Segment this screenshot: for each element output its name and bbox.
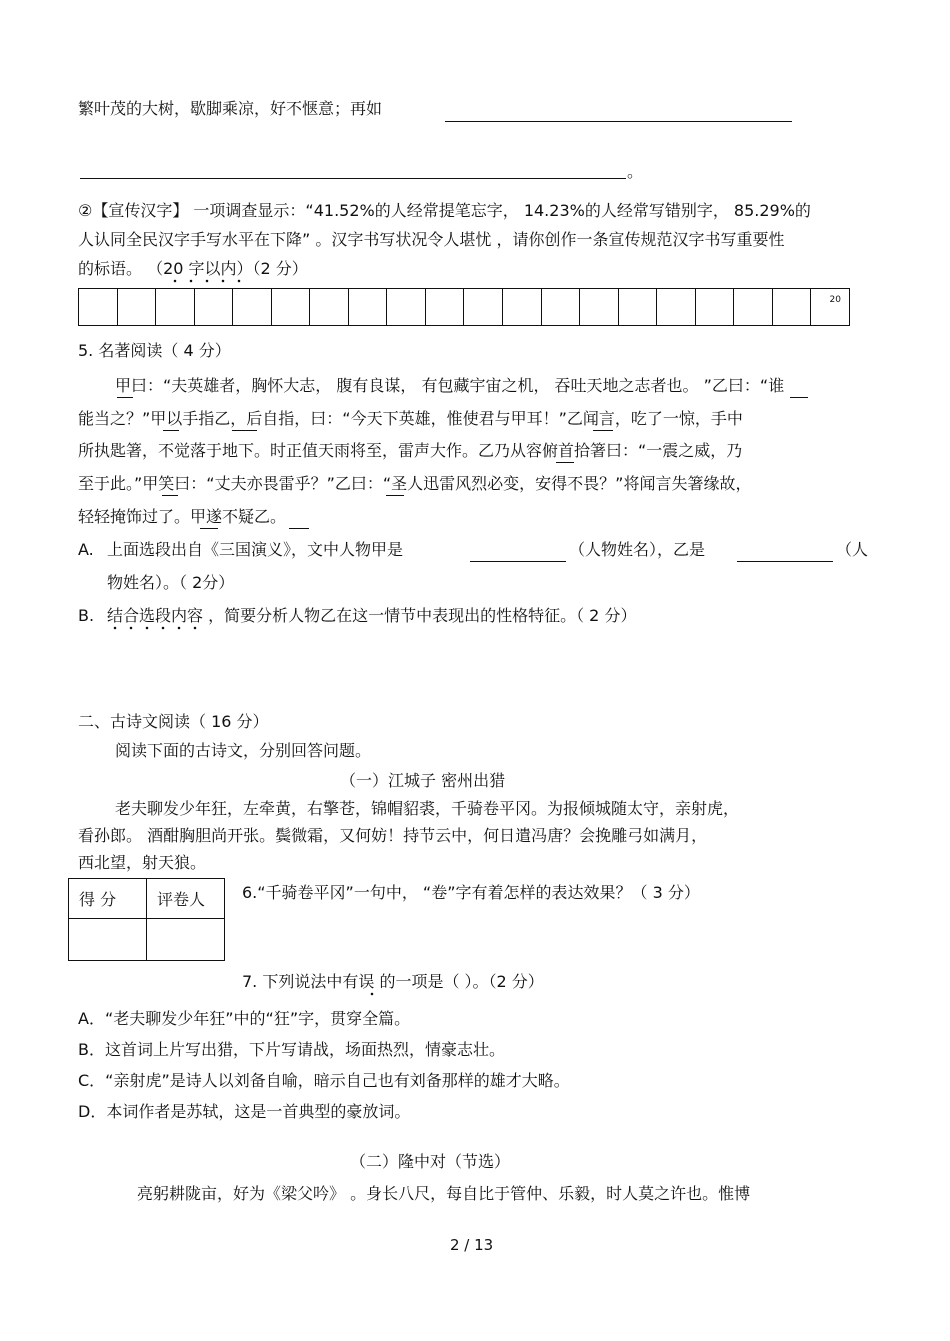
name-underline <box>200 528 218 529</box>
name-underline <box>117 397 133 398</box>
grid-cell[interactable] <box>272 289 311 325</box>
slogan-writing-grid[interactable] <box>78 288 850 326</box>
question-heading: 5. 名著阅读（ 4 分） <box>78 341 231 360</box>
question-text: 上面选段出自《三国演义》，文中人物甲是 <box>107 540 404 559</box>
question-text: （人 <box>836 540 869 559</box>
grid-cell[interactable] <box>542 289 581 325</box>
option-item: D．本词作者是苏轼，这是一首典型的豪放词。 <box>78 1102 411 1121</box>
question-text: 结合选段内容 ，简要分析人物乙在这一情节中表现出的性格特征。（ 2 分） <box>107 606 637 625</box>
grid-cell[interactable] <box>349 289 388 325</box>
page-number: 2 / 13 <box>450 1236 494 1254</box>
question-text: （人物姓名），乙是 <box>569 540 706 559</box>
option-item: C．“亲射虎”是诗人以刘备自喻，暗示自己也有刘备那样的雄才大略。 <box>78 1071 570 1090</box>
question-text: 的标语。 （20 字以内）（2 分） <box>78 259 308 278</box>
text-title: （二）隆中对（节选） <box>350 1152 511 1171</box>
option-item: B．这首词上片写出猎，下片写请战，场面热烈，情豪志壮。 <box>78 1040 505 1059</box>
answer-blank[interactable] <box>470 561 566 562</box>
answer-blank[interactable] <box>445 121 792 122</box>
grid-count-label: 20 <box>829 295 841 305</box>
option-item: A．“老夫聊发少年狂”中的“狂”字，贯穿全篇。 <box>78 1009 411 1028</box>
grid-cell[interactable] <box>310 289 349 325</box>
grid-cell[interactable] <box>503 289 542 325</box>
poem-title: （一）江城子 密州出猎 <box>340 771 506 790</box>
grid-cell[interactable] <box>118 289 157 325</box>
option-label: B. <box>78 606 95 625</box>
grid-cell[interactable] <box>233 289 272 325</box>
emphasis-dots <box>167 279 247 283</box>
passage-line: 至于此。”甲笑曰：“丈夫亦畏雷乎？”乙曰：“圣人迅雷风烈必变，安得不畏？”将闻言失箸缘故， <box>78 474 752 493</box>
emphasis-dots <box>364 992 384 996</box>
answer-line-text: 繁叶茂的大树，歇脚乘凉，好不惬意；再如 <box>78 99 383 118</box>
grid-cell[interactable] <box>657 289 696 325</box>
question-text: 7. 下列说法中有误 的一项是（ ）。（2 分） <box>242 972 544 991</box>
grid-cell[interactable] <box>464 289 503 325</box>
grid-cell[interactable] <box>426 289 465 325</box>
grid-cell[interactable] <box>773 289 812 325</box>
passage-line: 所执匙箸，不觉落于地下。时正值天雨将至，雷声大作。乙乃从容俯首拾箸曰：“一震之威，乃 <box>78 441 743 460</box>
score-cell[interactable] <box>69 919 147 960</box>
passage-line: 能当之？”甲以手指乙，后自指，曰：“今天下英雄，惟使君与甲耳！”乙闻言，吃了一惊，手中 <box>78 409 743 428</box>
name-underline <box>790 397 808 398</box>
question-text: 物姓名）。（ 2分） <box>107 573 235 592</box>
poem-line: 老夫聊发少年狂，左牵黄，右擎苍，锦帽貂裘，千骑卷平冈。为报倾城随太守，亲射虎， <box>115 799 740 818</box>
name-underline <box>386 495 404 496</box>
grader-cell[interactable] <box>147 919 225 960</box>
grid-cell[interactable] <box>387 289 426 325</box>
grid-cell[interactable] <box>619 289 658 325</box>
name-underline <box>232 430 257 431</box>
name-underline <box>593 430 613 431</box>
passage-line: 亮躬耕陇亩，好为《梁父吟》 。身长八尺，每自比于管仲、乐毅，时人莫之许也。惟博 <box>137 1184 751 1203</box>
end-mark: 。 <box>627 162 644 181</box>
score-box <box>68 878 225 961</box>
name-underline <box>556 462 574 463</box>
poem-line: 西北望，射天狼。 <box>78 853 207 872</box>
answer-blank[interactable] <box>737 561 833 562</box>
grid-cell[interactable] <box>734 289 773 325</box>
grader-header: 评卷人 <box>147 879 225 919</box>
answer-blank[interactable] <box>80 178 626 179</box>
name-underline <box>289 528 309 529</box>
grid-cell[interactable] <box>156 289 195 325</box>
grid-cell[interactable] <box>79 289 118 325</box>
section-intro: 阅读下面的古诗文，分别回答问题。 <box>115 741 372 760</box>
grid-cell[interactable] <box>580 289 619 325</box>
question-text: 6.“千骑卷平冈”一句中， “卷”字有着怎样的表达效果？（ 3 分） <box>242 883 700 902</box>
question-text: ②【宣传汉字】 一项调查显示：“41.52%的人经常提笔忘字， 14.23%的人经常写错别字， 85.29%的 <box>78 201 811 220</box>
name-underline <box>162 495 178 496</box>
section-heading: 二、古诗文阅读（ 16 分） <box>78 712 269 731</box>
name-underline <box>163 430 179 431</box>
score-header: 得 分 <box>69 879 147 919</box>
grid-cell[interactable] <box>811 289 849 325</box>
passage-line: 轻轻掩饰过了。甲遂不疑乙。 <box>78 507 287 526</box>
question-text: 人认同全民汉字手写水平在下降” 。汉字书写状况令人堪忧 ，请你创作一条宣传规范汉字书写重要性 <box>78 230 785 249</box>
option-label: A. <box>78 540 94 559</box>
poem-line: 看孙郎。 酒酣胸胆尚开张。鬓微霜，又何妨！持节云中，何日遣冯唐？会挽雕弓如满月， <box>78 826 708 845</box>
grid-cell[interactable] <box>195 289 234 325</box>
passage-line: 甲曰：“夫英雄者，胸怀大志， 腹有良谋， 有包藏宇宙之机， 吞吐天地之志者也。 ”乙曰：“谁 <box>115 376 785 395</box>
grid-cell[interactable] <box>696 289 735 325</box>
emphasis-dots <box>107 626 205 630</box>
